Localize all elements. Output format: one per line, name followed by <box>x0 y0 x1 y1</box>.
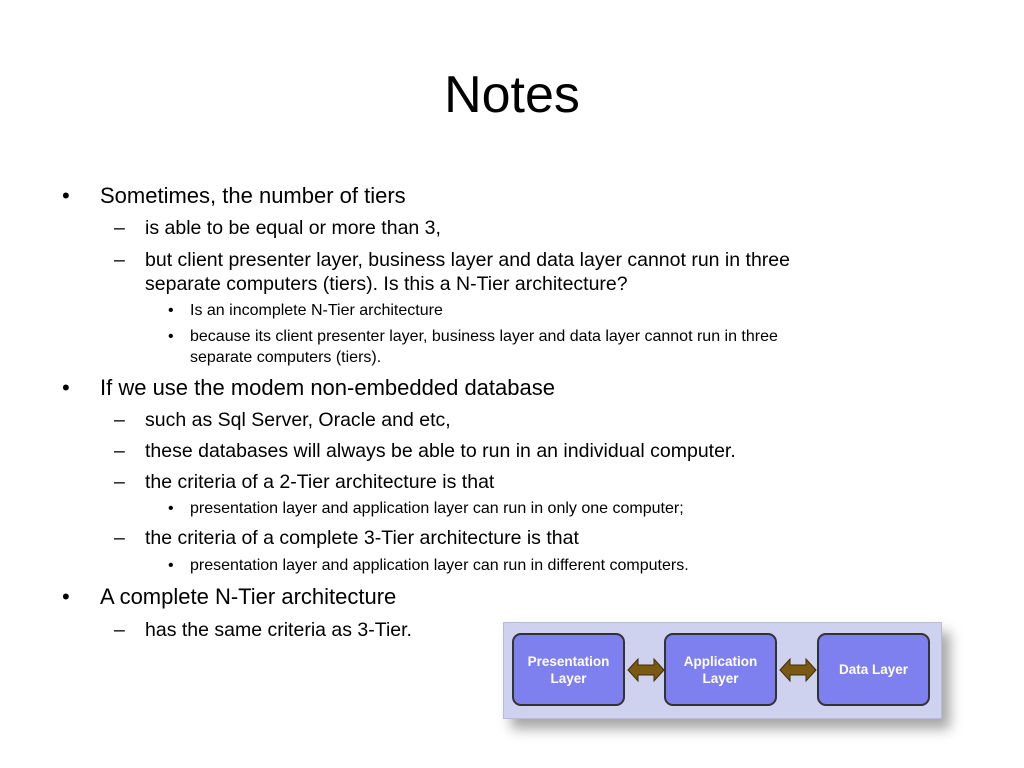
sub-bullet-item <box>114 408 451 432</box>
bullet-marker: • <box>168 500 174 517</box>
tier-diagram <box>503 622 942 719</box>
sub-sub-bullet-text: presentation layer and application layer can run in only one computer; <box>190 500 684 517</box>
bullet-item <box>62 375 555 401</box>
bullet-marker: • <box>62 584 70 609</box>
sub-bullet-text: the criteria of a complete 3-Tier architecture is that <box>145 527 579 549</box>
bullet-marker: • <box>168 302 174 319</box>
sub-sub-bullet-item <box>168 301 443 321</box>
sub-bullet-item <box>114 248 790 272</box>
bullet-item <box>62 584 397 610</box>
bullet-marker: • <box>62 375 70 400</box>
bullet-marker: • <box>168 328 174 345</box>
sub-sub-bullet-text: separate computers (tiers). <box>190 349 382 366</box>
sub-bullet-text: is able to be equal or more than 3, <box>145 217 441 239</box>
bullet-text: Sometimes, the number of tiers <box>100 183 406 208</box>
bullet-text: A complete N-Tier architecture <box>100 584 397 609</box>
sub-bullet-text: has the same criteria as 3-Tier. <box>145 619 412 641</box>
dash-marker: – <box>114 527 125 549</box>
dash-marker: – <box>114 217 125 239</box>
bullet-marker: • <box>168 557 174 574</box>
sub-sub-bullet-item <box>168 327 778 347</box>
sub-sub-bullet-item <box>168 499 684 519</box>
data-layer-box: Data Layer <box>817 633 930 706</box>
dash-marker: – <box>114 409 125 431</box>
bullet-item <box>62 183 406 209</box>
sub-bullet-continuation <box>145 272 628 296</box>
dash-marker: – <box>114 249 125 271</box>
double-arrow-icon <box>779 657 817 683</box>
presentation-layer-box: Presentation Layer <box>512 633 625 706</box>
sub-bullet-text: but client presenter layer, business layer and data layer cannot run in three <box>145 249 790 271</box>
sub-bullet-item <box>114 439 736 463</box>
sub-bullet-text: such as Sql Server, Oracle and etc, <box>145 409 451 431</box>
sub-sub-bullet-text: Is an incomplete N-Tier architecture <box>190 302 443 319</box>
sub-bullet-item <box>114 470 495 494</box>
sub-sub-bullet-text: presentation layer and application layer can run in different computers. <box>190 557 689 574</box>
dash-marker: – <box>114 619 125 641</box>
sub-bullet-text: the criteria of a 2-Tier architecture is that <box>145 471 495 493</box>
bullet-text: If we use the modem non-embedded database <box>100 375 555 400</box>
double-arrow-icon <box>627 657 665 683</box>
sub-bullet-item <box>114 216 441 240</box>
sub-bullet-item <box>114 618 412 642</box>
sub-bullet-text: separate computers (tiers). Is this a N-Tier architecture? <box>145 273 628 295</box>
sub-bullet-text: these databases will always be able to run in an individual computer. <box>145 440 736 462</box>
dash-marker: – <box>114 471 125 493</box>
sub-sub-bullet-item <box>168 556 689 576</box>
slide-title: Notes <box>444 66 580 124</box>
application-layer-box: Application Layer <box>664 633 777 706</box>
sub-sub-bullet-text: because its client presenter layer, business layer and data layer cannot run in three <box>190 328 778 345</box>
sub-sub-bullet-continuation <box>190 348 381 368</box>
dash-marker: – <box>114 440 125 462</box>
sub-bullet-item <box>114 526 579 550</box>
bullet-marker: • <box>62 183 70 208</box>
